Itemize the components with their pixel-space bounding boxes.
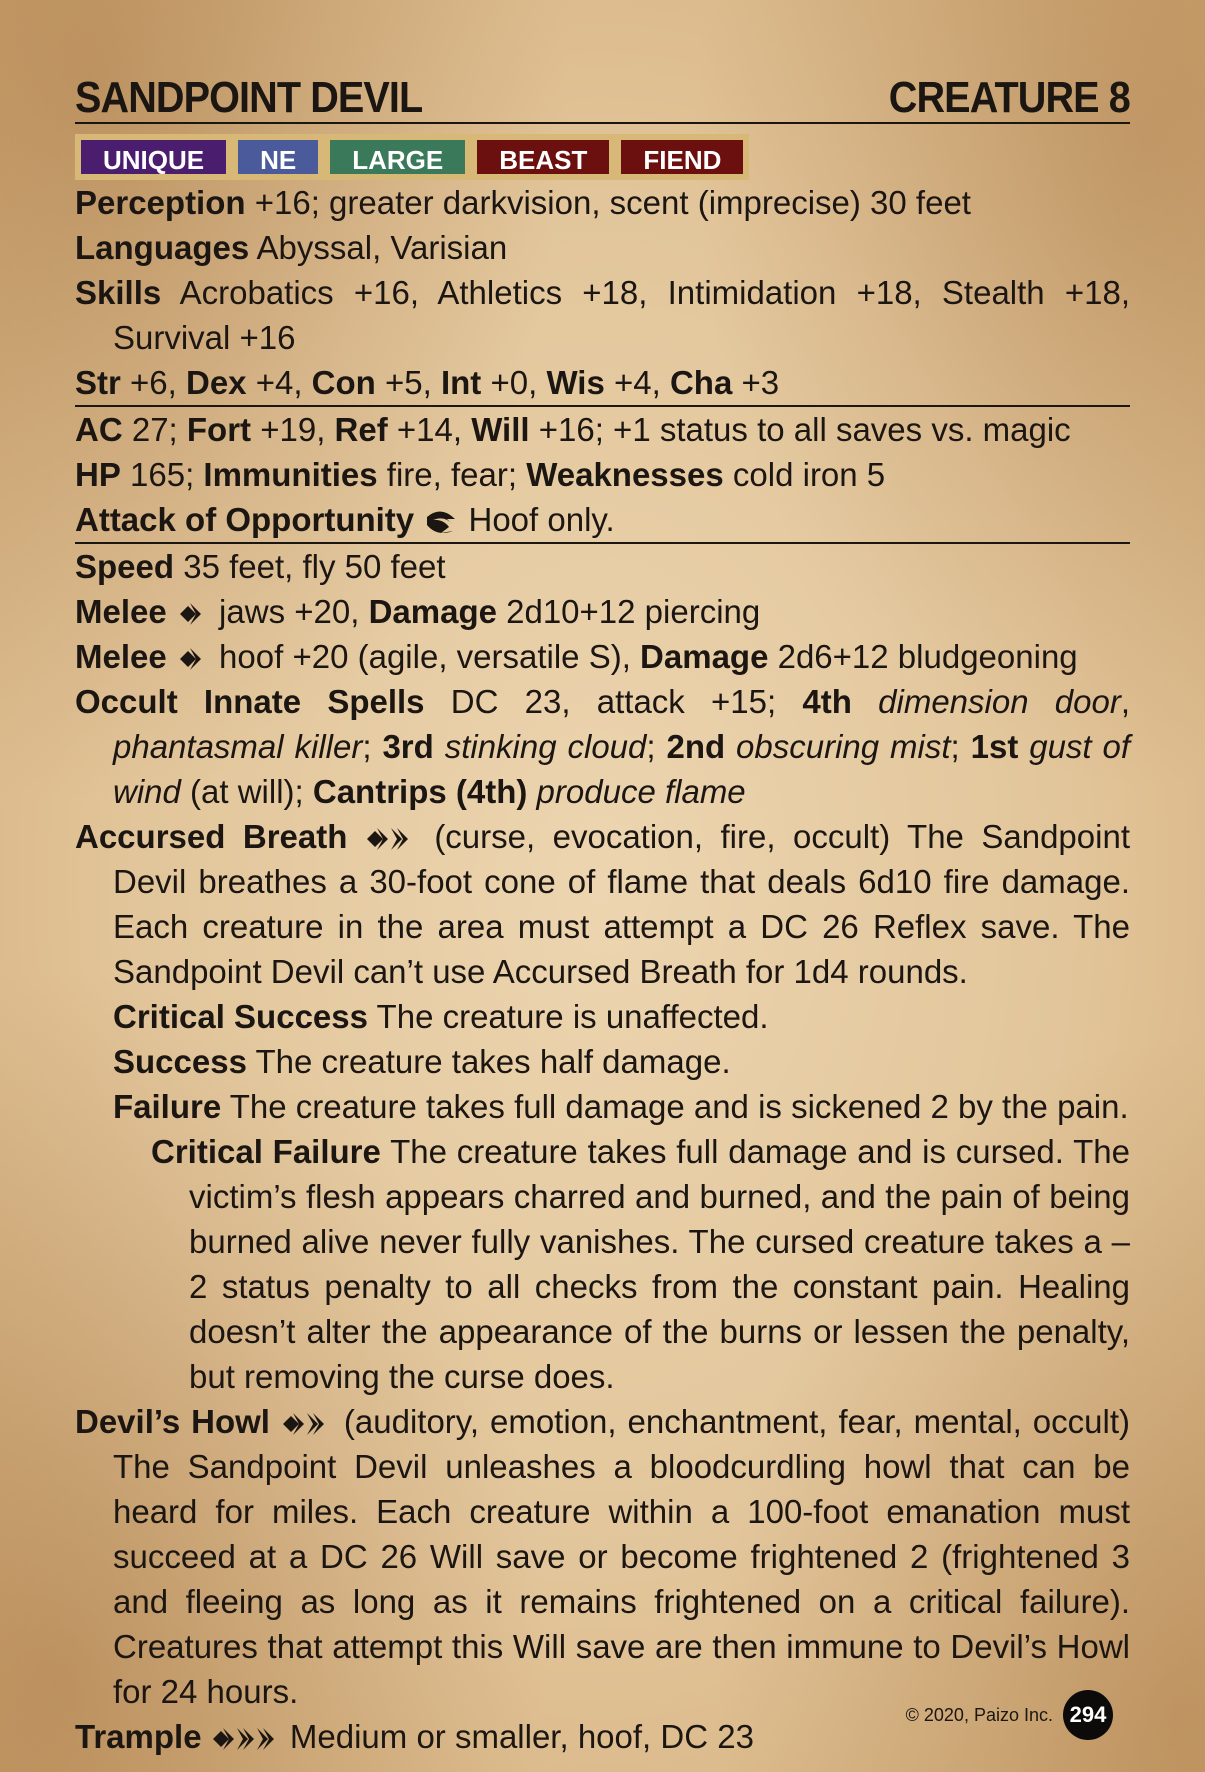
- trait-ne: NE: [235, 137, 321, 177]
- copyright: © 2020, Paizo Inc.: [905, 1704, 1053, 1725]
- three-actions-icon: [211, 1724, 281, 1754]
- spells-line: Occult Innate Spells DC 23, attack +15; 4th dimension door, phantasmal killer; 3rd stinking cloud; 2nd obscuring mist; 1st gust of wind (at will); Cantrips (4th) produce flame: [75, 683, 1131, 810]
- trait-fiend: FIEND: [618, 137, 746, 177]
- trait-large: LARGE: [327, 137, 468, 177]
- two-actions-icon: [281, 1409, 333, 1439]
- page-footer: [906, 1690, 1113, 1740]
- devils-howl-line: Devil’s Howl (auditory, emotion, enchantment, fear, mental, occult) The Sandpoint Devil unleashes a bloodcurdling howl that can be heard for miles. Each creature within a 100-foot emanation must succeed at a DC 26 Will save or become frightened 2 (frightened 3 and fleeing as long as it remains frightened on a critical failure). Creatures that attempt this Will save are then immune to Devil’s Howl for 24 hours.: [75, 1403, 1130, 1710]
- two-actions-icon: [365, 824, 417, 854]
- breath-failure: Failure The creature takes full damage and is sickened 2 by the pain.: [113, 1088, 1129, 1125]
- trait-beast: BEAST: [474, 137, 612, 177]
- defense-line: AC 27; Fort +19, Ref +14, Will +16; +1 status to all saves vs. magic: [75, 411, 1071, 448]
- creature-level: CREATURE 8: [888, 73, 1130, 122]
- speed-line: Speed 35 feet, fly 50 feet: [75, 548, 446, 585]
- breath-critical-success: Critical Success The creature is unaffected.: [113, 998, 769, 1035]
- stat-block-header: [75, 72, 1130, 124]
- accursed-breath-line: Accursed Breath (curse, evocation, fire, occult) The Sandpoint Devil breathes a 30-foot cone of flame that deals 6d10 fire damage. Each creature in the area must attempt a DC 26 Reflex save. The Sandpoint Devil can’t use Accursed Breath for 1d4 rounds.: [75, 818, 1130, 990]
- perception-line: Perception +16; greater darkvision, scent (imprecise) 30 feet: [75, 184, 971, 221]
- breath-success: Success The creature takes half damage.: [113, 1043, 731, 1080]
- page-number: 294: [1063, 1690, 1113, 1740]
- languages-line: Languages Abyssal, Varisian: [75, 229, 508, 266]
- breath-critical-failure: Critical Failure The creature takes full damage and is cursed. The victim’s flesh appears charred and burned, and the pain of being burned alive never fully vanishes. The cursed creature takes a –2 status penalty to all checks from the constant pain. Healing doesn’t alter the appearance of the burns or lessen the penalty, but removing the curse does.: [151, 1133, 1131, 1395]
- aoo-line: Attack of Opportunity Hoof only.: [75, 501, 615, 538]
- creature-name: SANDPOINT DEVIL: [75, 73, 423, 122]
- hp-line: HP 165; Immunities fire, fear; Weaknesses cold iron 5: [75, 456, 886, 493]
- melee-hoof-line: Melee hoof +20 (agile, versatile S), Damage 2d6+12 bludgeoning: [75, 638, 1078, 675]
- trait-list: [75, 134, 749, 180]
- melee-jaws-line: Melee jaws +20, Damage 2d10+12 piercing: [75, 593, 761, 630]
- single-action-icon: [176, 599, 210, 629]
- skills-line: Skills Acrobatics +16, Athletics +18, Intimidation +18, Stealth +18, Survival +16: [75, 274, 1130, 356]
- single-action-icon: [176, 644, 210, 674]
- stat-block: [75, 72, 1130, 1759]
- reaction-icon: [423, 507, 459, 537]
- trample-line: Trample Medium or smaller, hoof, DC 23: [75, 1718, 754, 1755]
- trait-unique: UNIQUE: [78, 137, 229, 177]
- attributes-line: Str +6, Dex +4, Con +5, Int +0, Wis +4, Cha +3: [75, 364, 780, 401]
